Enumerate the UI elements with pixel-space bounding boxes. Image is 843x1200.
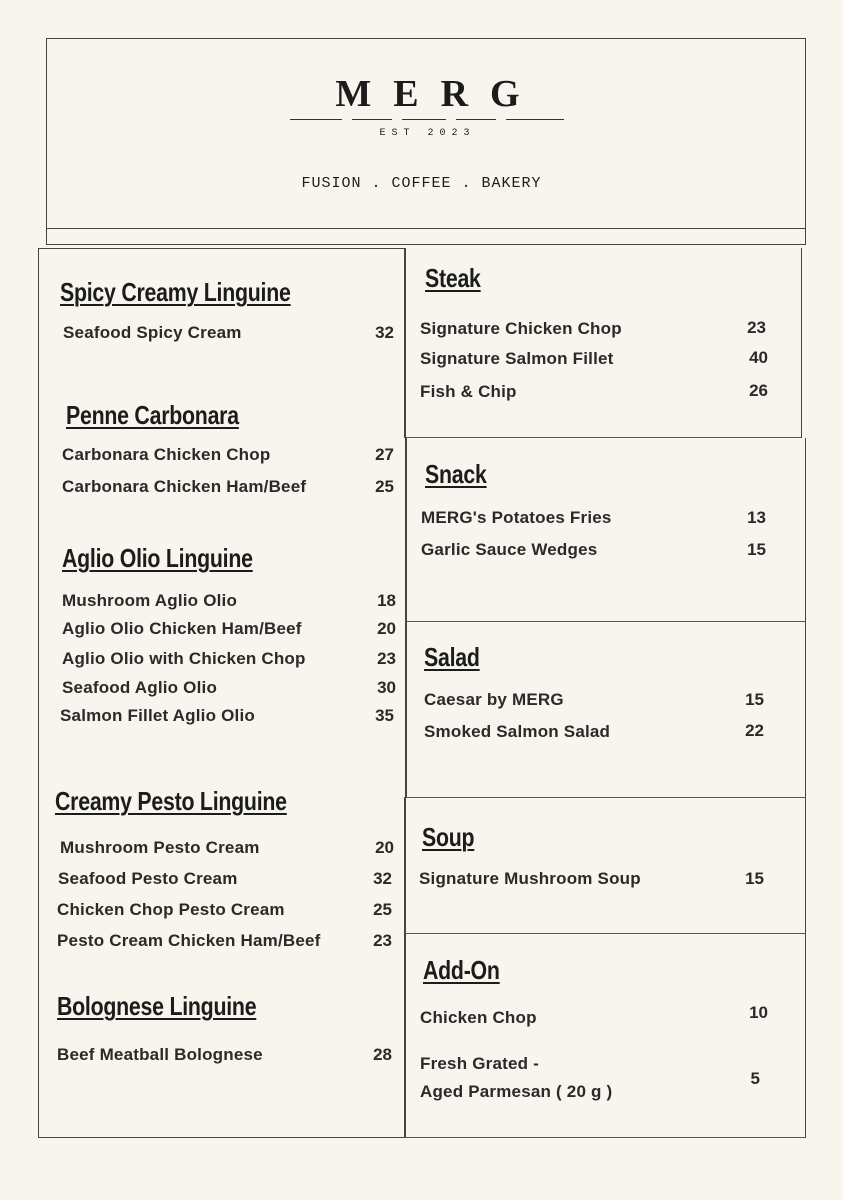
brand-rule xyxy=(402,119,446,120)
section-title-salad: Salad xyxy=(424,642,480,672)
menu-item-price: 35 xyxy=(375,706,394,725)
tagline: FUSION . COFFEE . BAKERY xyxy=(301,175,542,192)
menu-item-price: 18 xyxy=(377,591,396,610)
menu-item-name: Chicken Chop Pesto Cream xyxy=(57,900,285,919)
section-title-aglio-olio: Aglio Olio Linguine xyxy=(62,543,253,573)
divider xyxy=(404,1137,806,1138)
menu-item-name: Mushroom Aglio Olio xyxy=(62,591,238,610)
menu-item-name: Smoked Salmon Salad xyxy=(424,722,611,741)
menu-item-name: Signature Chicken Chop xyxy=(420,319,622,338)
menu-item-name: Seafood Pesto Cream xyxy=(58,869,238,888)
menu-item-name: Pesto Cream Chicken Ham/Beef xyxy=(57,931,321,950)
menu-item-name: Salmon Fillet Aglio Olio xyxy=(60,706,255,725)
menu-item-price: 25 xyxy=(375,477,394,496)
menu-item-price: 15 xyxy=(745,690,764,709)
menu-item-price: 40 xyxy=(749,348,768,367)
menu-item-name: Caesar by MERG xyxy=(424,690,564,709)
menu-item-name: MERG's Potatoes Fries xyxy=(421,508,612,527)
section-title-soup: Soup xyxy=(422,822,475,852)
menu-item-price: 15 xyxy=(747,540,766,559)
section-title-snack: Snack xyxy=(425,459,487,489)
menu-item-price: 30 xyxy=(377,678,396,697)
soup-box xyxy=(404,798,806,934)
menu-item-price: 23 xyxy=(377,649,396,668)
menu-item-name: Seafood Spicy Cream xyxy=(63,323,242,342)
menu-item-price: 23 xyxy=(373,931,392,950)
menu-item-name: Signature Mushroom Soup xyxy=(419,869,641,888)
menu-item-name: Fish & Chip xyxy=(420,382,517,401)
menu-item-price: 13 xyxy=(747,508,766,527)
menu-item-price: 28 xyxy=(373,1045,392,1064)
menu-item-price: 22 xyxy=(745,721,764,740)
brand-rule xyxy=(456,119,496,120)
menu-item-price: 32 xyxy=(373,869,392,888)
menu-item-name: Beef Meatball Bolognese xyxy=(57,1045,263,1064)
menu-item-name: Garlic Sauce Wedges xyxy=(421,540,598,559)
header-divider-top xyxy=(46,228,806,229)
menu-item-price: 23 xyxy=(747,318,766,337)
divider xyxy=(406,437,802,438)
menu-item-price: 26 xyxy=(749,381,768,400)
brand-logo-text: MERG xyxy=(335,73,542,115)
menu-item-price: 27 xyxy=(375,445,394,464)
header-frame xyxy=(46,38,806,244)
brand-rule xyxy=(290,119,342,120)
menu-item-name: Fresh Grated - xyxy=(420,1054,539,1073)
menu-item-name-line2: Aged Parmesan ( 20 g ) xyxy=(420,1082,613,1101)
established-text: EST 2023 xyxy=(379,128,476,139)
menu-item-name: Seafood Aglio Olio xyxy=(62,678,218,697)
divider xyxy=(404,933,806,934)
menu-item-name: Carbonara Chicken Ham/Beef xyxy=(62,477,307,496)
brand-rule xyxy=(352,119,392,120)
section-title-addon: Add-On xyxy=(423,955,500,985)
menu-item-price: 10 xyxy=(749,1003,768,1022)
menu-item-price: 20 xyxy=(375,838,394,857)
menu-item-price: 32 xyxy=(375,323,394,342)
section-title-carbonara: Penne Carbonara xyxy=(66,400,239,430)
divider xyxy=(404,797,806,798)
menu-item-name: Signature Salmon Fillet xyxy=(420,349,614,368)
divider xyxy=(406,621,806,622)
section-title-bolognese: Bolognese Linguine xyxy=(57,991,257,1021)
menu-item-name: Carbonara Chicken Chop xyxy=(62,445,271,464)
menu-item-name: Chicken Chop xyxy=(420,1008,537,1027)
header-divider-bottom xyxy=(46,244,806,245)
menu-item-name: Aglio Olio Chicken Ham/Beef xyxy=(62,619,302,638)
section-title-pesto: Creamy Pesto Linguine xyxy=(55,786,287,816)
section-title-steak: Steak xyxy=(425,263,481,293)
menu-item-price: 20 xyxy=(377,619,396,638)
menu-item-price: 15 xyxy=(745,869,764,888)
menu-item-name: Mushroom Pesto Cream xyxy=(60,838,260,857)
menu-item-price: 5 xyxy=(750,1069,760,1088)
brand-rule xyxy=(506,119,564,120)
menu-item-price: 25 xyxy=(373,900,392,919)
section-title-spicy: Spicy Creamy Linguine xyxy=(60,277,291,307)
menu-item-name: Aglio Olio with Chicken Chop xyxy=(62,649,306,668)
